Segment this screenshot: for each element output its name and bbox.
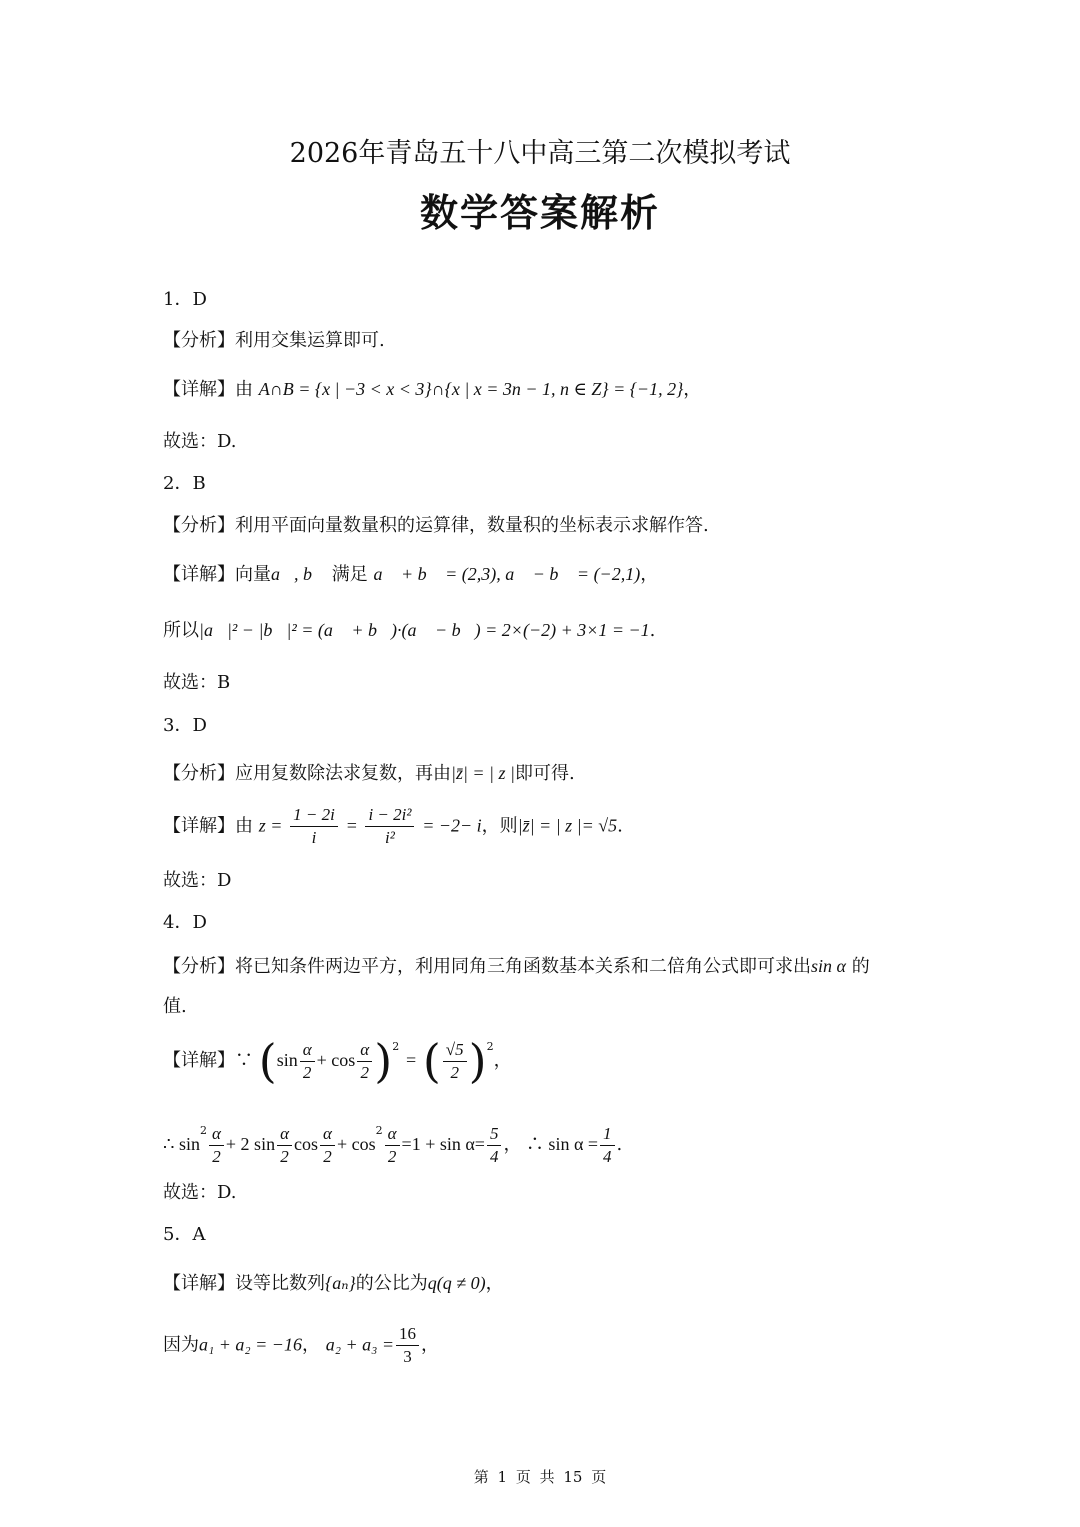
- q3-detail-mid: ，则: [481, 815, 518, 837]
- q4-frac-numerator: α: [385, 1123, 400, 1146]
- q4-equals: =: [404, 1050, 418, 1070]
- q4-line2-b: cos: [294, 1134, 319, 1154]
- q3-detail-prefix: 【详解】由: [163, 815, 253, 837]
- q4-answer: 4．D: [163, 912, 207, 933]
- page-footer: 第 1 页 共 15 页: [473, 1468, 607, 1486]
- q3-frac2-numerator: i − 2i²: [365, 804, 414, 827]
- q5-line2-math2: a₂ + a₃ =: [325, 1334, 395, 1355]
- q4-detail: [163, 1034, 512, 1088]
- q4-plus-cos: + cos: [316, 1050, 356, 1070]
- q3-analysis-end: 即可得.: [514, 763, 575, 784]
- q5-line2-prefix: 因为: [163, 1334, 199, 1356]
- document-title: 数学答案解析: [419, 191, 660, 235]
- q1-detail: [163, 376, 701, 403]
- q5-detail: [163, 1270, 504, 1297]
- q2-answer: 2．B: [163, 473, 206, 494]
- q5-ratio: q(q ≠ 0): [427, 1273, 486, 1293]
- q4-frac-denominator: 2: [387, 1146, 397, 1166]
- q2-line2-prefix: 所以: [163, 620, 199, 641]
- q1-detail-end: ，: [683, 379, 702, 400]
- q3-frac1-denominator: i: [311, 828, 317, 847]
- q4-exponent: 2: [486, 1040, 494, 1053]
- q2-detail: [163, 561, 658, 588]
- q4-frac-denominator: 2: [360, 1062, 370, 1082]
- q4-line2-frac-one-fourth: [600, 1123, 615, 1168]
- q4-line2-frac-five-fourths: [487, 1123, 502, 1168]
- q4-frac-numerator: α: [357, 1039, 372, 1062]
- q3-answer: 3．D: [163, 715, 207, 736]
- q5-line2-end: ，: [421, 1334, 440, 1356]
- q4-frac-denominator: 2: [323, 1146, 332, 1166]
- q4-line2-frac-b: [277, 1123, 292, 1168]
- q3-fraction-2: [365, 804, 414, 849]
- q2-analysis: 【分析】利用平面向量数量积的运算律，数量积的坐标表示求解作答.: [163, 515, 709, 536]
- q5-detail-prefix: 【详解】设等比数列: [163, 1273, 325, 1294]
- q3-analysis-math: |z̄| = | z |: [451, 763, 515, 783]
- q3-frac1-numerator: 1 − 2i: [290, 804, 338, 827]
- q3-fraction-1: [290, 804, 338, 849]
- q2-line2-end: .: [649, 620, 656, 641]
- q4-line2-frac-d: [385, 1123, 400, 1168]
- q5-sequence: {aₙ}: [325, 1273, 356, 1293]
- q4-frac-denominator: 2: [302, 1062, 312, 1082]
- q4-fraction-sqrt5: [443, 1039, 467, 1084]
- exam-title: 2026年青岛五十八中高三第二次模拟考试: [289, 138, 791, 169]
- q4-sin-label: sin: [276, 1050, 298, 1070]
- q4-detail-prefix: 【详解】∵: [163, 1050, 253, 1071]
- q1-choice: 故选：D.: [163, 431, 237, 452]
- q4-analysis-line1: [163, 953, 870, 980]
- q3-choice: 故选：D: [163, 870, 232, 891]
- q4-frac-numerator: α: [209, 1123, 224, 1146]
- q2-detail-vectors: a⃗, b⃗: [271, 564, 327, 584]
- q4-frac-denominator: 2: [450, 1062, 459, 1082]
- q4-frac-denominator: 2: [212, 1146, 221, 1166]
- q4-exponent: 2: [392, 1040, 400, 1053]
- q5-line2-math1: a₁ + a₂ = −16: [199, 1334, 302, 1355]
- q4-line2-end: .: [616, 1134, 623, 1155]
- q4-frac-denominator-4: 4: [603, 1146, 612, 1166]
- q4-choice: 故选：D.: [163, 1182, 237, 1203]
- q5-fraction: [396, 1323, 419, 1368]
- q4-analysis-math: sin α: [811, 956, 846, 976]
- q4-line2-square: 2: [199, 1124, 207, 1137]
- q4-analysis-line2: 值.: [163, 996, 187, 1017]
- q4-analysis-tail: 的: [851, 956, 870, 977]
- q5-frac-denominator: 3: [403, 1347, 412, 1366]
- q1-answer: 1．D: [163, 289, 207, 310]
- q4-line2-e: ， ∴ sin α =: [503, 1134, 599, 1154]
- q3-detail-result: = −2− i: [422, 815, 482, 836]
- q2-detail-mid: 满足: [331, 564, 368, 585]
- q4-left-paren-open: (: [258, 1034, 277, 1088]
- q2-choice: 故选：B: [163, 672, 231, 693]
- q5-answer: 5．A: [163, 1224, 206, 1245]
- q3-detail-end: .: [617, 815, 623, 837]
- q2-detail-prefix: 【详解】向量: [163, 564, 271, 585]
- q2-detail-math: a⃗ + b⃗ = (2,3), a⃗ − b⃗ = (−2,1): [373, 564, 641, 584]
- q4-right-paren-open: (: [422, 1034, 441, 1088]
- q4-left-paren-close: ): [374, 1034, 393, 1088]
- q5-line2-sep: ，: [301, 1334, 320, 1356]
- q4-line2-frac-c: [320, 1123, 335, 1168]
- q3-frac2-denominator: i²: [385, 828, 395, 847]
- q4-line2-frac-a: [209, 1123, 224, 1168]
- q2-line2-math: |a⃗|² − |b⃗|² = (a⃗ + b⃗)·(a⃗ − b⃗) = 2×(−2) + 3×1 = −1: [199, 620, 650, 640]
- q4-frac-numerator-sqrt5: √5: [443, 1039, 467, 1062]
- q1-detail-prefix: 【详解】由: [163, 379, 253, 400]
- q3-equals: =: [345, 815, 358, 836]
- q4-line2-c: + cos: [336, 1134, 376, 1154]
- q4-frac-denominator: 2: [280, 1146, 289, 1166]
- q4-analysis-text: 【分析】将已知条件两边平方，利用同角三角函数基本关系和二倍角公式即可求出: [163, 956, 811, 977]
- q4-right-paren-close: ): [468, 1034, 487, 1088]
- q4-frac-numerator-5: 5: [487, 1123, 502, 1146]
- q4-detail-end: ，: [493, 1050, 512, 1071]
- q5-detail-mid: 的公比为: [355, 1273, 428, 1294]
- q3-detail-z: z =: [258, 815, 283, 836]
- q1-analysis: 【分析】利用交集运算即可.: [163, 330, 385, 351]
- q4-line2-a: + 2 sin: [225, 1134, 276, 1154]
- q4-line2-d: =1 + sin α=: [401, 1134, 485, 1154]
- q5-line2: [163, 1323, 439, 1368]
- q2-line2: [163, 617, 655, 644]
- q4-line2: [163, 1118, 622, 1168]
- q3-detail: [163, 804, 623, 849]
- q5-detail-end: ，: [485, 1273, 504, 1294]
- q3-analysis: [163, 760, 575, 787]
- q4-line2-therefore: ∴ sin: [163, 1134, 200, 1154]
- q3-analysis-prefix: 【分析】应用复数除法求复数，再由: [163, 763, 451, 784]
- q1-detail-math: A∩B = {x | −3 < x < 3}∩{x | x = 3n − 1, n ∈ Z} = {−1, 2}: [258, 379, 684, 399]
- q2-detail-end: ，: [640, 564, 659, 585]
- q4-fraction-alpha-2: [357, 1039, 372, 1084]
- q4-fraction-alpha-1: [300, 1039, 315, 1084]
- q5-frac-numerator: 16: [396, 1323, 419, 1346]
- q4-frac-numerator-1: 1: [600, 1123, 615, 1146]
- q4-frac-numerator: α: [300, 1039, 315, 1062]
- q4-line2-square: 2: [375, 1124, 383, 1137]
- q4-frac-denominator-4: 4: [489, 1146, 499, 1166]
- q4-frac-numerator: α: [320, 1123, 335, 1146]
- q4-frac-numerator: α: [277, 1123, 292, 1146]
- q3-detail-math2: |z̄| = | z |= √5: [517, 815, 618, 836]
